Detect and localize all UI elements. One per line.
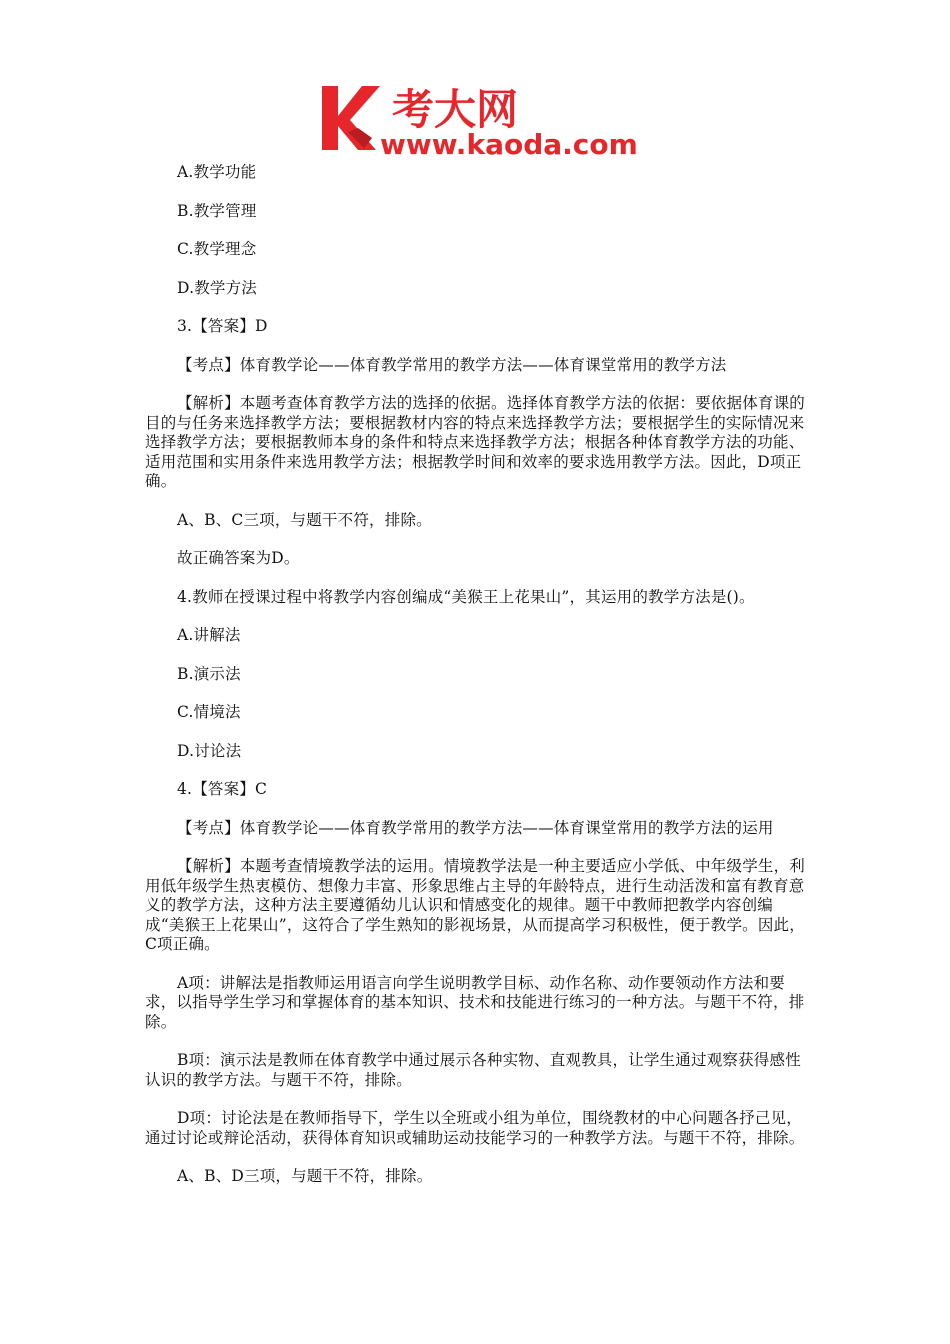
logo-url-text: www.kaoda.com — [380, 128, 638, 160]
conclusion-3: 故正确答案为D。 — [177, 549, 300, 567]
analysis-4: 【解析】本题考查情境教学法的运用。情境教学法是一种主要适应小学低、中年级学生，利用低年级学生热衷模仿、想像力丰富、形象思维占主导的年龄特点，进行生动活泼和富有教育意义的教学方法，这种方法主要遵循幼儿认识和情感变化的规律。题干中教师把教学内容创编成“美猴王上花果山”，这符合了学生熟知的影视场景，从而提高学习积极性，便于教学。因此，C项正确。 — [145, 857, 806, 953]
option-a: A.教学功能 — [177, 163, 257, 181]
option-c: C.教学理念 — [177, 240, 257, 258]
exclusion-3: A、B、C三项，与题干不符，排除。 — [177, 510, 432, 529]
knowledge-point-4: 【考点】体育教学论——体育教学常用的教学方法——体育课堂常用的教学方法的运用 — [177, 818, 774, 837]
option-d: D.教学方法 — [177, 278, 258, 297]
knowledge-point-3: 【考点】体育教学论——体育教学常用的教学方法——体育课堂常用的教学方法 — [177, 355, 727, 374]
option-a-explanation: A项：讲解法是指教师运用语言向学生说明教学目标、动作名称、动作要领动作方法和要求，以指导学生学习和掌握体育的基本知识、技术和技能进行练习的一种方法。与题干不符，排除。 — [145, 973, 805, 1031]
logo-brand-text: 考大网 — [392, 85, 519, 134]
option-c-4: C.情境法 — [177, 703, 241, 721]
option-d-4: D.讨论法 — [177, 741, 242, 760]
option-b-explanation: B项：演示法是教师在体育教学中通过展示各种实物、直观教具，让学生通过观察获得感性认识的教学方法。与题干不符，排除。 — [145, 1051, 801, 1089]
option-b: B.教学管理 — [177, 201, 257, 220]
answer-3: 3.【答案】D — [177, 317, 268, 335]
exclusion-4: A、B、D三项，与题干不符，排除。 — [177, 1167, 433, 1185]
answer-4: 4.【答案】C — [177, 780, 268, 798]
analysis-3: 【解析】本题考查体育教学方法的选择的依据。选择体育教学方法的依据：要依据体育课的目的与任务来选择教学方法；要根据教材内容的特点来选择教学方法；要根据学生的实际情况来选择教学方法；要根据教师本身的条件和特点来选择教学方法；根据各种体育教学方法的功能、适用范围和实用条件来选用教学方法；根据教学时间和效率的要求选用教学方法。因此，D项正确。 — [145, 394, 806, 490]
option-d-explanation: D项：讨论法是在教师指导下，学生以全班或小组为单位，围绕教材的中心问题各抒己见，通过讨论或辩论活动，获得体育知识或辅助运动技能学习的一种教学方法。与题干不符，排除。 — [145, 1109, 805, 1147]
question-4: 4.教师在授课过程中将教学内容创编成“美猴王上花果山”，其运用的教学方法是()。 — [177, 587, 755, 606]
kaoda-logo — [318, 80, 640, 160]
kaoda-logo-mark — [318, 80, 640, 160]
document-body — [145, 163, 809, 1206]
option-b-4: B.演示法 — [177, 664, 241, 683]
option-a-4: A.讲解法 — [177, 626, 241, 644]
